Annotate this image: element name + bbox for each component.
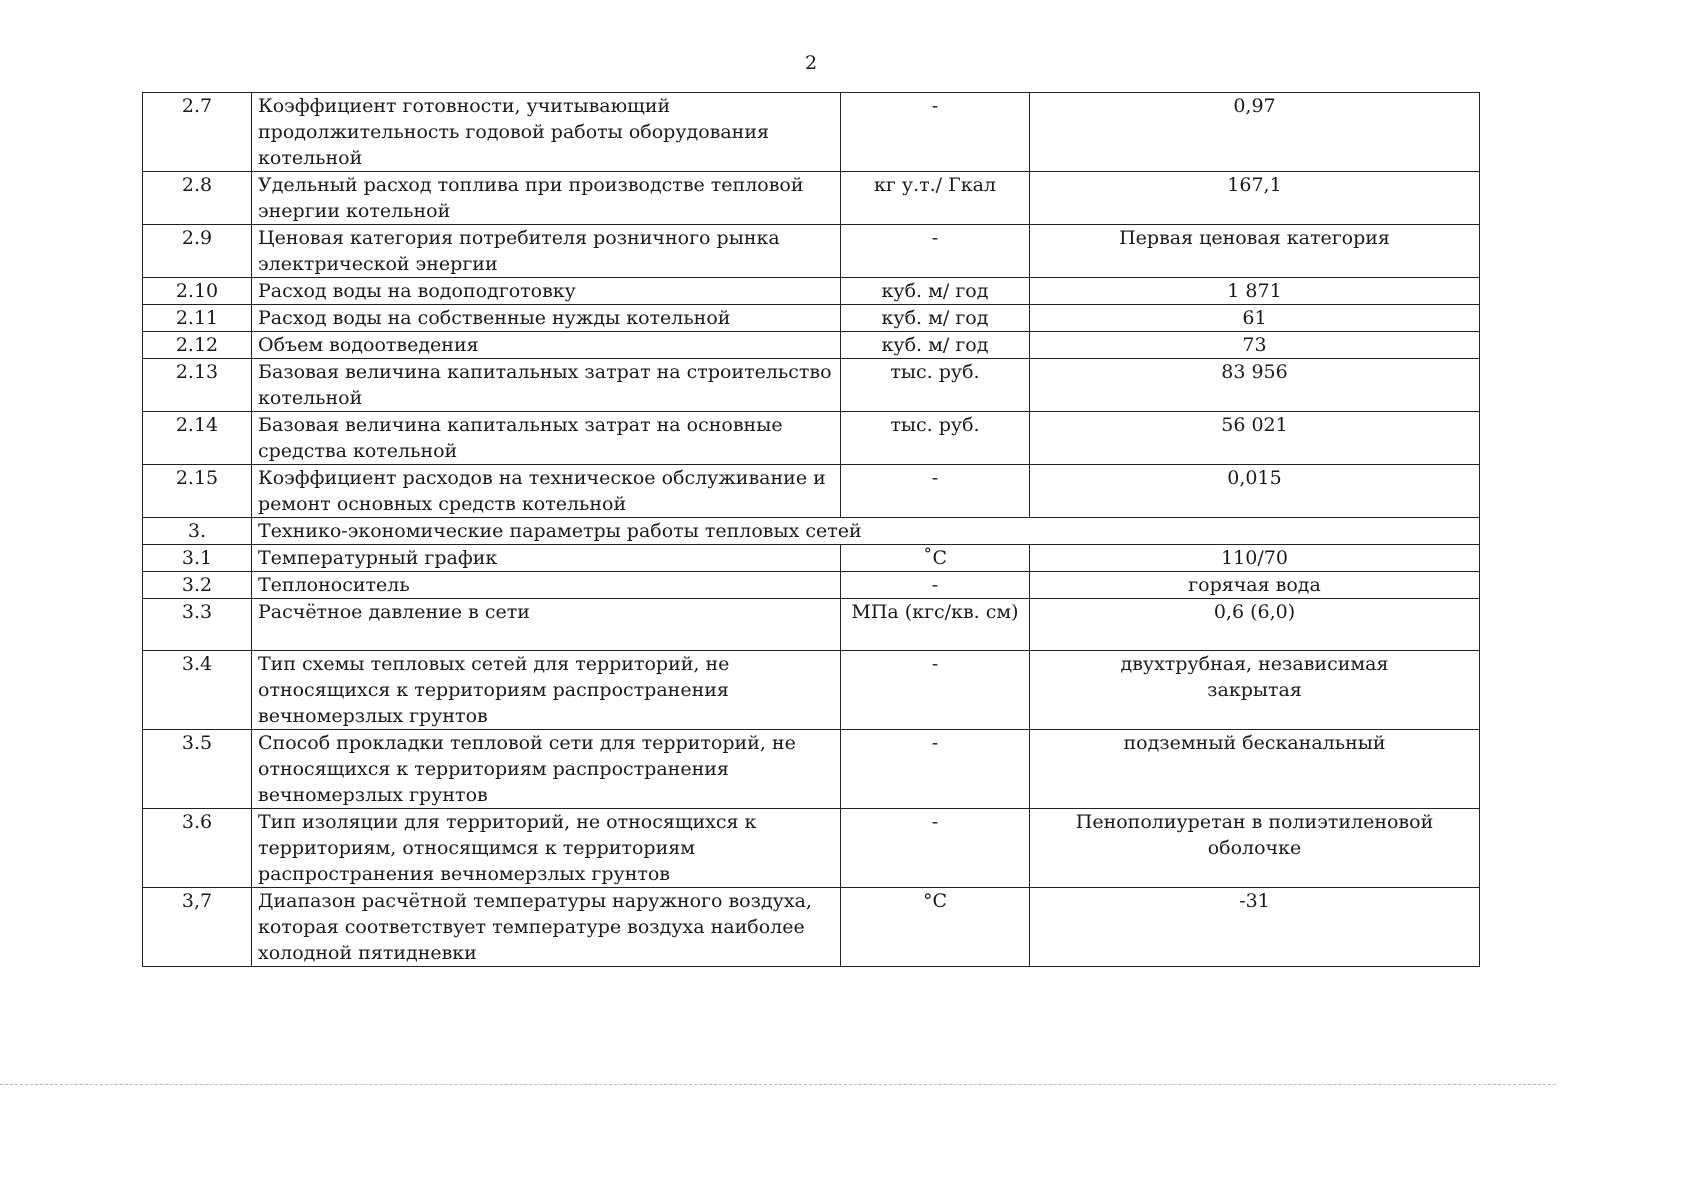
unit-cell: -: [841, 572, 1030, 599]
unit-cell: тыс. руб.: [841, 412, 1030, 465]
parameters-table: [142, 92, 1480, 967]
value-cell: 73: [1030, 332, 1480, 359]
section-header-row: [143, 518, 1480, 545]
unit-cell: -: [841, 809, 1030, 888]
unit-cell: -: [841, 730, 1030, 809]
table-row: [143, 572, 1480, 599]
table-row: [143, 278, 1480, 305]
value-cell: 56 021: [1030, 412, 1480, 465]
unit-cell: °С: [841, 888, 1030, 967]
value-cell: Пенополиуретан в полиэтиленовой оболочке: [1030, 809, 1480, 888]
row-number: 2.15: [143, 465, 252, 518]
parameter-name: Расчётное давление в сети: [252, 599, 841, 651]
row-number: 3.5: [143, 730, 252, 809]
page-number: 2: [804, 52, 818, 74]
row-number: 3.6: [143, 809, 252, 888]
parameter-name: Расход воды на собственные нужды котельной: [252, 305, 841, 332]
row-number: 2.8: [143, 172, 252, 225]
unit-cell: -: [841, 93, 1030, 172]
table-row: [143, 730, 1480, 809]
row-number: 3.1: [143, 545, 252, 572]
value-cell: 83 956: [1030, 359, 1480, 412]
unit-cell: куб. м/ год: [841, 278, 1030, 305]
parameter-name: Тип схемы тепловых сетей для территорий, не относящихся к территориям распространения вечномерзлых грунтов: [252, 651, 841, 730]
row-number: 2.10: [143, 278, 252, 305]
section-title: Технико-экономические параметры работы тепловых сетей: [252, 518, 1480, 545]
value-cell: двухтрубная, независимая закрытая: [1030, 651, 1480, 730]
value-cell: 167,1: [1030, 172, 1480, 225]
table-row: [143, 172, 1480, 225]
table-row: [143, 599, 1480, 651]
section-number: 3.: [143, 518, 252, 545]
table-row: [143, 545, 1480, 572]
parameter-name: Расход воды на водоподготовку: [252, 278, 841, 305]
unit-cell: МПа (кгс/кв. см): [841, 599, 1030, 651]
unit-cell: тыс. руб.: [841, 359, 1030, 412]
row-number: 3,7: [143, 888, 252, 967]
value-cell: 0,97: [1030, 93, 1480, 172]
row-number: 3.2: [143, 572, 252, 599]
table-row: [143, 651, 1480, 730]
table-row: [143, 465, 1480, 518]
value-cell: 110/70: [1030, 545, 1480, 572]
table-row: [143, 412, 1480, 465]
row-number: 2.9: [143, 225, 252, 278]
table-row: [143, 305, 1480, 332]
parameter-name: Базовая величина капитальных затрат на строительство котельной: [252, 359, 841, 412]
parameter-name: Тип изоляции для территорий, не относящихся к территориям, относящимся к территориям распространения вечномерзлых грунтов: [252, 809, 841, 888]
value-cell: 0,015: [1030, 465, 1480, 518]
parameter-name: Ценовая категория потребителя розничного рынка электрической энергии: [252, 225, 841, 278]
table-row: [143, 332, 1480, 359]
unit-cell: -: [841, 465, 1030, 518]
row-number: 2.13: [143, 359, 252, 412]
row-number: 2.14: [143, 412, 252, 465]
scan-edge-line: [0, 1084, 1556, 1085]
parameter-name: Удельный расход топлива при производстве тепловой энергии котельной: [252, 172, 841, 225]
unit-cell: куб. м/ год: [841, 305, 1030, 332]
value-cell: -31: [1030, 888, 1480, 967]
parameter-name: Теплоноситель: [252, 572, 841, 599]
value-cell: 0,6 (6,0): [1030, 599, 1480, 651]
row-number: 3.3: [143, 599, 252, 651]
table-row: [143, 359, 1480, 412]
row-number: 3.4: [143, 651, 252, 730]
unit-cell: кг у.т./ Гкал: [841, 172, 1030, 225]
unit-cell: куб. м/ год: [841, 332, 1030, 359]
parameter-name: Диапазон расчётной температуры наружного воздуха, которая соответствует температуре воздуха наиболее холодной пятидневки: [252, 888, 841, 967]
value-cell: 61: [1030, 305, 1480, 332]
unit-cell: ˚С: [841, 545, 1030, 572]
value-cell: подземный бесканальный: [1030, 730, 1480, 809]
unit-cell: -: [841, 651, 1030, 730]
parameter-name: Температурный график: [252, 545, 841, 572]
parameter-name: Объем водоотведения: [252, 332, 841, 359]
parameter-name: Базовая величина капитальных затрат на основные средства котельной: [252, 412, 841, 465]
value-cell: 1 871: [1030, 278, 1480, 305]
parameter-name: Способ прокладки тепловой сети для территорий, не относящихся к территориям распространения вечномерзлых грунтов: [252, 730, 841, 809]
table-row: [143, 93, 1480, 172]
table-row: [143, 809, 1480, 888]
unit-cell: -: [841, 225, 1030, 278]
row-number: 2.11: [143, 305, 252, 332]
value-cell: горячая вода: [1030, 572, 1480, 599]
value-cell: Первая ценовая категория: [1030, 225, 1480, 278]
table-row: [143, 888, 1480, 967]
parameter-name: Коэффициент расходов на техническое обслуживание и ремонт основных средств котельной: [252, 465, 841, 518]
table-row: [143, 225, 1480, 278]
row-number: 2.7: [143, 93, 252, 172]
row-number: 2.12: [143, 332, 252, 359]
parameter-name: Коэффициент готовности, учитывающий продолжительность годовой работы оборудования котельной: [252, 93, 841, 172]
